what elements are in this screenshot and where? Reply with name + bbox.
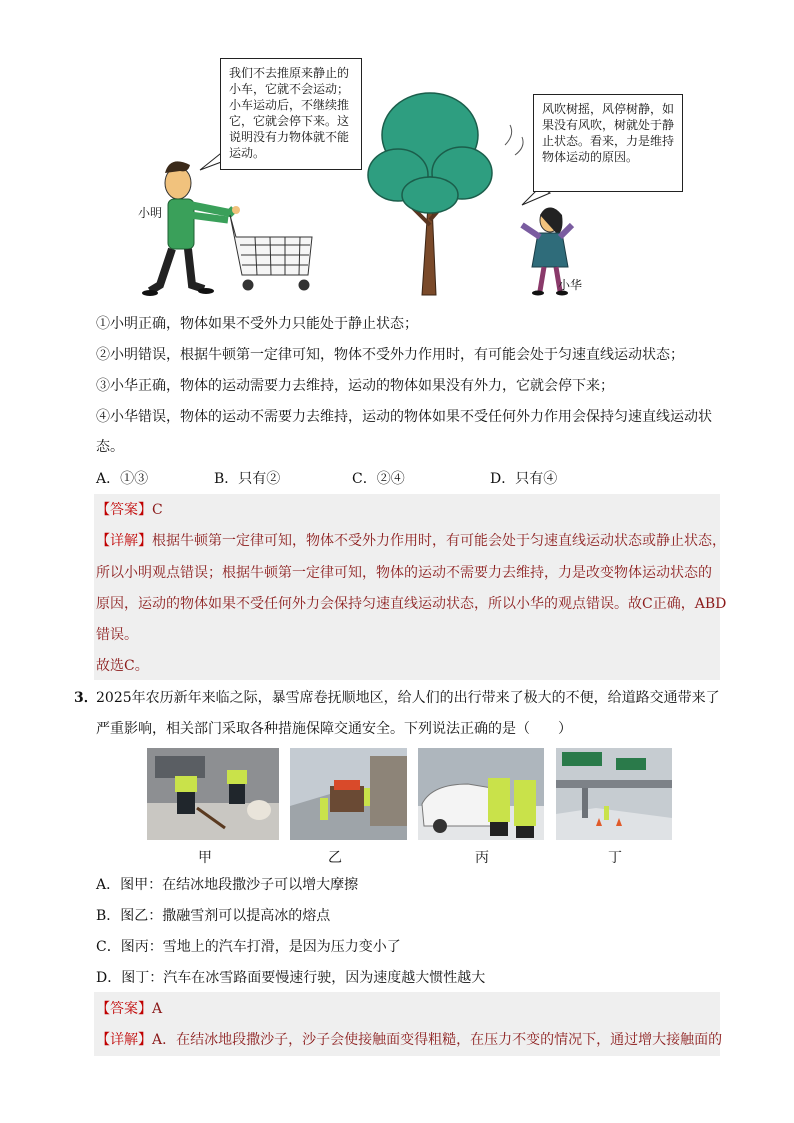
detail-tag: 【详解】 bbox=[96, 1032, 152, 1048]
q2-option-b[interactable]: B．只有② bbox=[214, 471, 281, 487]
caption-bing: 丙 bbox=[475, 850, 489, 866]
q2-option-a[interactable]: A．①③ bbox=[96, 471, 149, 487]
statement-4: ④小华错误，物体的运动不需要力去维持，运动的物体如果不受任何外力作用会保持匀速直线运动状 bbox=[96, 409, 712, 425]
q2-conclusion: 故选C。 bbox=[96, 658, 149, 674]
q3-answer bbox=[96, 999, 162, 1019]
answer-tag: 【答案】 bbox=[96, 1001, 152, 1017]
statement-4-cont: 态。 bbox=[96, 439, 124, 455]
answer-tag: 【答案】 bbox=[96, 502, 152, 518]
caption-ding: 丁 bbox=[608, 850, 622, 866]
q2-detail-line-4: 错误。 bbox=[96, 627, 138, 643]
label-xiaoming: 小明 bbox=[138, 206, 163, 220]
speech-bubble-xiaoming: 我们不去推原来静止的小车，它就不会运动；小车运动后，不继续推它，它就会停下来。这说明没有力物体就不能运动。 bbox=[220, 58, 362, 170]
photo-yi bbox=[290, 748, 407, 840]
statement-1: ①小明正确，物体如果不受外力只能处于静止状态； bbox=[96, 316, 418, 332]
photo-ding bbox=[556, 748, 672, 840]
caption-jia: 甲 bbox=[198, 850, 212, 866]
q2-answer bbox=[96, 500, 163, 520]
detail-tag: 【详解】 bbox=[96, 533, 152, 549]
detail-text: 根据牛顿第一定律可知，物体不受外力作用时，有可能会处于匀速直线运动状态或静止状态， bbox=[152, 533, 726, 549]
boy-xiaoming-drawing bbox=[142, 161, 240, 296]
caption-yi: 乙 bbox=[328, 850, 342, 866]
q3-stem-line-1: 2025年农历新年来临之际，暴雪席卷抚顺地区，给人们的出行带来了极大的不便，给道路交通带来了 bbox=[96, 690, 720, 706]
q2-detail-line-3: 原因，运动的物体如果不受任何外力会保持匀速直线运动状态，所以小华的观点错误。故C正确，ABD bbox=[96, 596, 727, 612]
tree-drawing bbox=[368, 93, 492, 295]
q2-option-d[interactable]: D．只有④ bbox=[490, 471, 558, 487]
q3-number: 3． bbox=[74, 690, 98, 706]
q3-option-a[interactable]: A．图甲：在结冰地段撒沙子可以增大摩擦 bbox=[96, 877, 359, 893]
q3-stem-line-2: 严重影响，相关部门采取各种措施保障交通安全。下列说法正确的是（ ） bbox=[96, 721, 572, 737]
answer-value: C bbox=[152, 502, 163, 518]
speech-bubble-xiaohua: 风吹树摇，风停树静，如果没有风吹，树就处于静止状态。看来，力是维持物体运动的原因。 bbox=[533, 94, 683, 192]
statement-2: ②小明错误，根据牛顿第一定律可知，物体不受外力作用时，有可能会处于匀速直线运动状态； bbox=[96, 347, 684, 363]
q3-option-c[interactable]: C．图丙：雪地上的汽车打滑，是因为压力变小了 bbox=[96, 939, 401, 955]
shopping-cart-drawing bbox=[230, 215, 312, 290]
statement-3: ③小华正确，物体的运动需要力去维持，运动的物体如果没有外力，它就会停下来； bbox=[96, 378, 614, 394]
q3-option-b[interactable]: B．图乙：撒融雪剂可以提高冰的熔点 bbox=[96, 908, 331, 924]
answer-value: A bbox=[152, 1001, 163, 1017]
detail-text: A．在结冰地段撒沙子，沙子会使接触面变得粗糙，在压力不变的情况下，通过增大接触面的 bbox=[152, 1032, 723, 1048]
photo-bing bbox=[418, 748, 544, 840]
q2-detail-line-2: 所以小明观点错误；根据牛顿第一定律可知，物体的运动不需要力去维持，力是改变物体运动状态的 bbox=[96, 565, 712, 581]
q2-detail-line-1 bbox=[96, 531, 726, 551]
q2-answer-block bbox=[94, 494, 720, 680]
q3-detail-line-1 bbox=[96, 1030, 722, 1050]
photo-jia bbox=[147, 748, 279, 840]
q3-option-d[interactable]: D．图丁：汽车在冰雪路面要慢速行驶，因为速度越大惯性越大 bbox=[96, 970, 486, 986]
label-xiaohua: 小华 bbox=[558, 278, 583, 292]
q2-option-c[interactable]: C．②④ bbox=[352, 471, 405, 487]
